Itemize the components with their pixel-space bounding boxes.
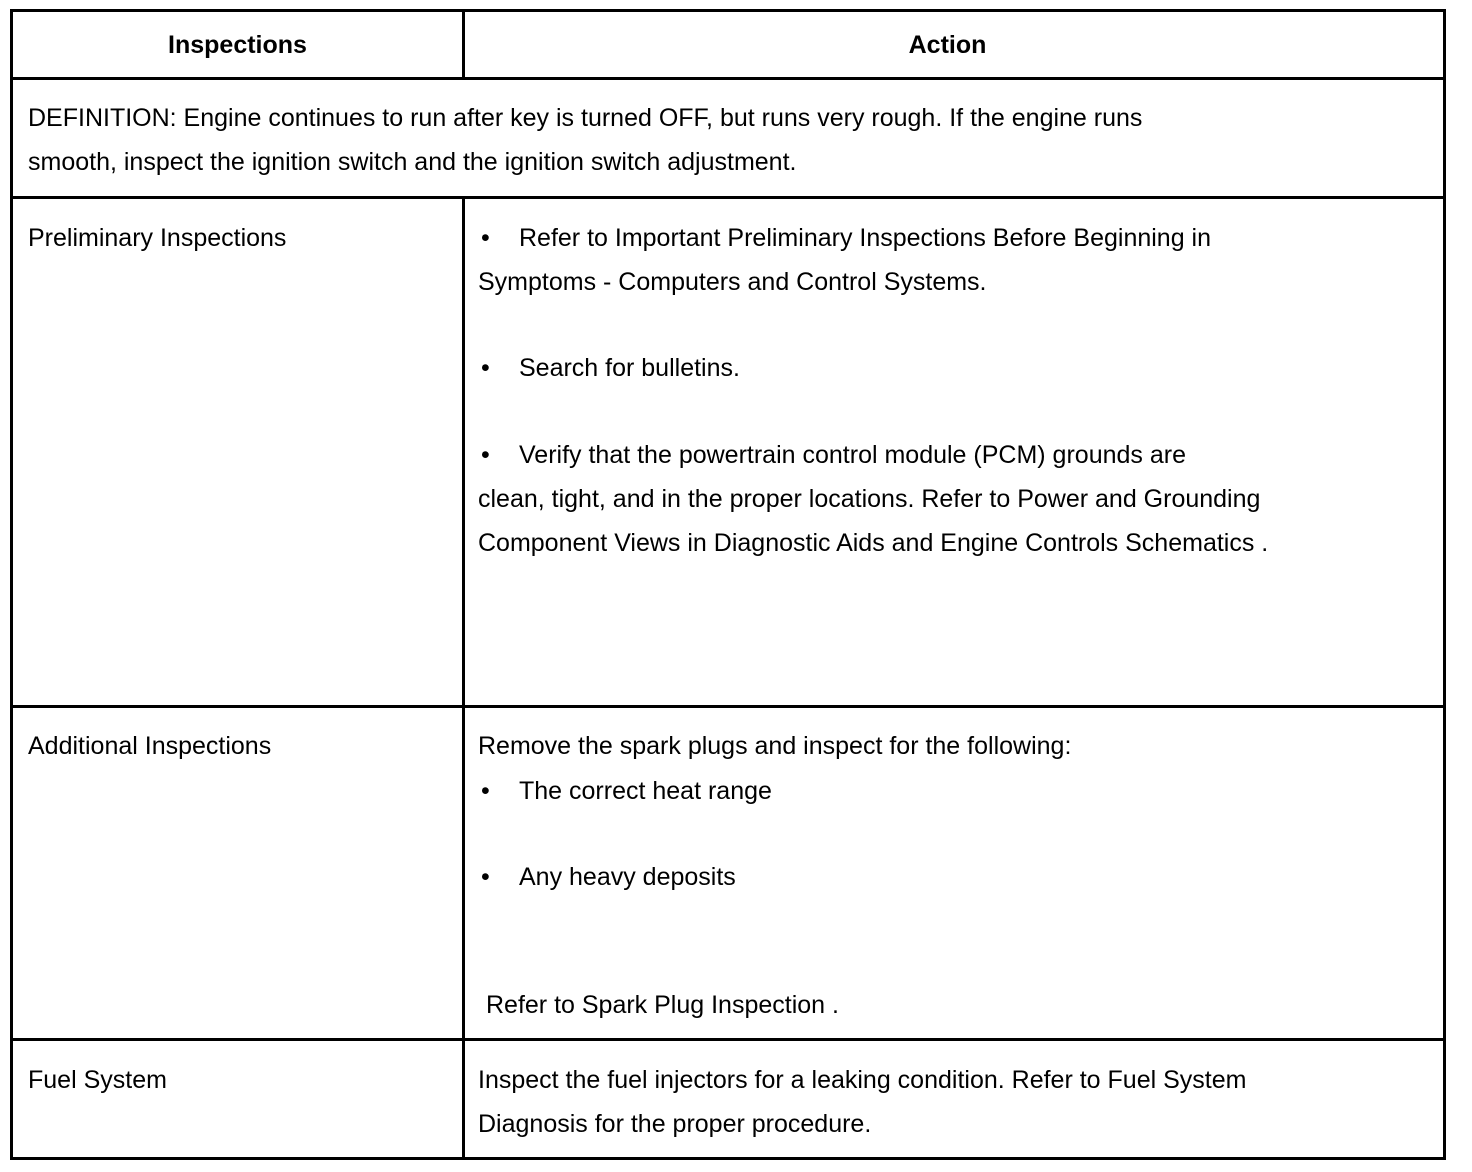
bullet-text-continuation: clean, tight, and in the proper locations. Refer to Power and Grounding [478,485,1261,513]
list-item [478,855,736,900]
column-divider-body [462,196,465,1160]
fuel-system-line-1: Inspect the fuel injectors for a leaking condition. Refer to Fuel System [478,1066,1247,1094]
list-item [478,216,1211,261]
spark-plug-reference: Refer to Spark Plug Inspection . [486,991,839,1019]
row-label-additional-inspections: Additional Inspections [28,732,272,760]
list-item [478,433,1186,478]
header-inspections: Inspections [168,31,307,59]
list-item [478,346,740,391]
list-item [478,769,772,814]
definition-divider [13,196,1443,199]
row-divider-2 [13,1038,1443,1041]
definition-line-2: smooth, inspect the ignition switch and the ignition switch adjustment. [28,148,797,176]
additional-intro: Remove the spark plugs and inspect for the following: [478,732,1072,760]
fuel-system-line-2: Diagnosis for the proper procedure. [478,1110,872,1138]
bullet-text: Search for bulletins. [519,354,740,382]
definition-line-1: DEFINITION: Engine continues to run after key is turned OFF, but runs very rough. If the engine runs [28,104,1143,132]
bullet-icon: • [481,777,490,805]
bullet-text-continuation: Symptoms - Computers and Control Systems. [478,268,987,296]
bullet-text: The correct heat range [519,777,772,805]
header-action: Action [908,31,987,59]
symptom-table [10,9,1446,1160]
bullet-icon: • [481,863,490,891]
bullet-text-continuation: Component Views in Diagnostic Aids and Engine Controls Schematics . [478,529,1269,557]
bullet-icon: • [481,441,490,469]
bullet-icon: • [481,224,490,252]
row-label-fuel-system: Fuel System [28,1066,167,1094]
bullet-text: Verify that the powertrain control module (PCM) grounds are [519,441,1186,469]
bullet-text: Any heavy deposits [519,863,736,891]
row-divider-1 [13,705,1443,708]
row-label-preliminary-inspections: Preliminary Inspections [28,224,287,252]
header-divider [13,77,1443,80]
bullet-icon: • [481,354,490,382]
bullet-text: Refer to Important Preliminary Inspections Before Beginning in [519,224,1212,252]
